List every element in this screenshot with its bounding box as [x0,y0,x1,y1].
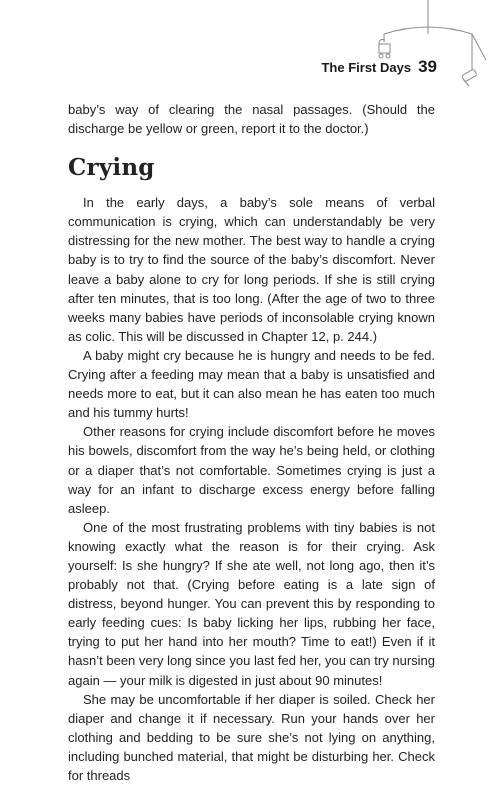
running-header-title: The First Days [321,60,412,75]
page-body [68,100,435,785]
section-heading: Crying [68,154,155,182]
body-paragraph: She may be uncomfortable if her diaper is soiled. Check her diaper and change it if necessary. Run your hands over her clothing and bedding to be sure she’s not lying on anything, including bunched material, that might be disturbing her. Check for threads [68,691,435,783]
body-paragraph: Other reasons for crying include discomfort before he moves his bowels, discomfort from the way he’s being held, or clothing or a diaper that’s not comfortable. Sometimes crying is just a way for an infant to discharge excess energy before falling asleep. [68,424,435,516]
running-header [321,57,437,77]
continued-paragraph: baby’s way of clearing the nasal passages. (Should the discharge be yellow or green, report it to the doctor.) [68,102,435,137]
rattle-icon [461,69,477,86]
body-paragraph: One of the most frustrating problems with tiny babies is not knowing exactly what the reason is for their crying. Ask yourself: Is she hungry? If she ate well, not long ago, then it’s probably not that. (Crying before eating is a late sign of distress, beyond hunger. You can prevent this by responding to early feeding cues: Is baby licking her lips, rubbing her face, trying to put her hand into her mouth? Time to eat!) Even if it hasn’t been very long since you last fed her, you can try nursing again — your milk is digested in just about 90 minutes! [68,519,435,688]
page-number: 39 [418,57,437,76]
body-paragraph: In the early days, a baby’s sole means of verbal communication is crying, which can understandably be very distressing for the new mother. The best way to handle a crying baby is to try to find the source of the baby’s discomfort. Never leave a baby alone to cry for long periods. If she is still crying after ten minutes, that is too long. (After the age of two to three weeks many babies have periods of inconsolable crying known as colic. This will be discussed in Chapter 12, p. 244.) [68,195,435,344]
stroller-icon [379,40,390,59]
body-paragraph: A baby might cry because he is hungry and needs to be fed. Crying after a feeding may mean that a baby is unsatisfied and needs more to eat, but it can also mean he has eaten too much and his tummy hurts! [68,347,435,421]
